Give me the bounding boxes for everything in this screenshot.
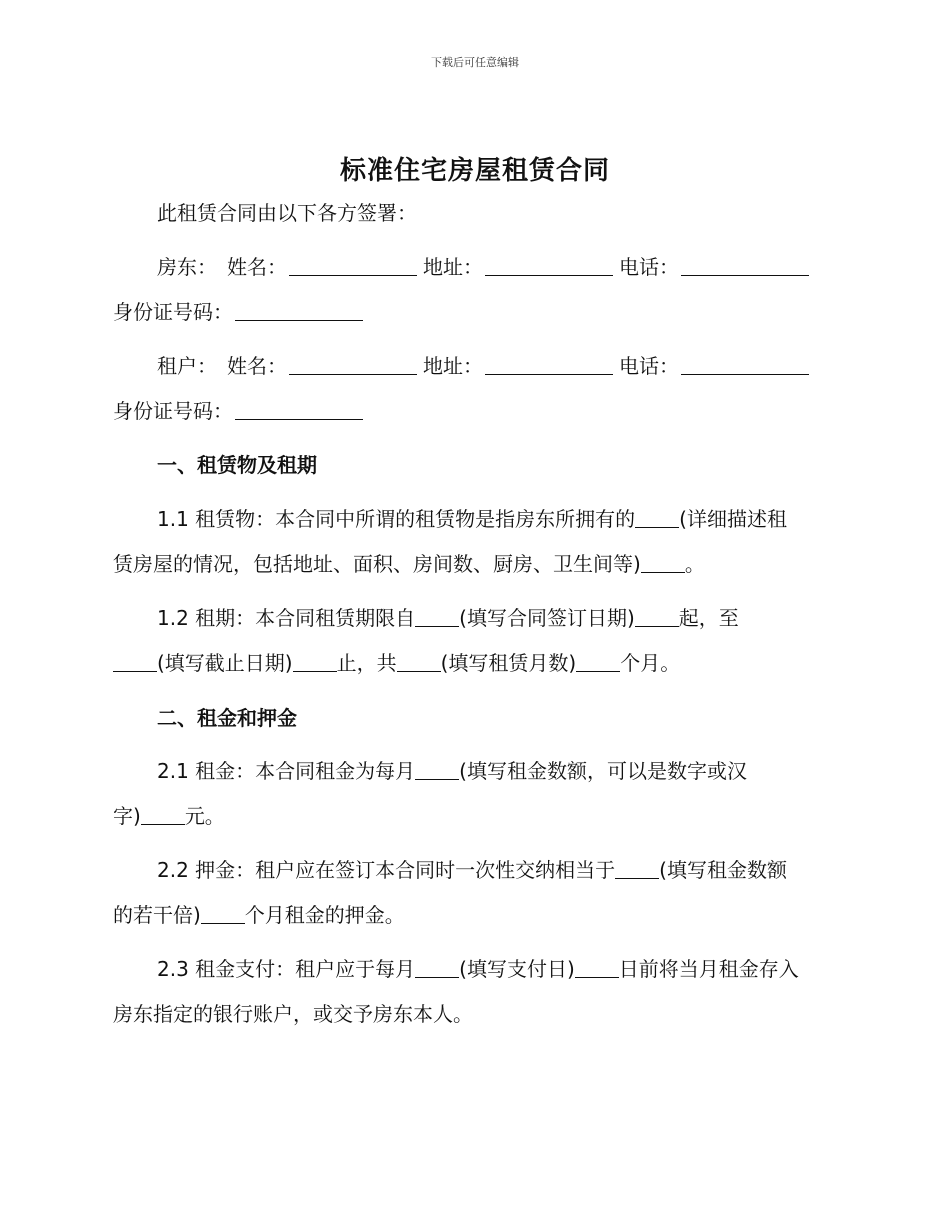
clause-2-1-text-c: 字): [113, 804, 141, 828]
section-2-heading: 二、租金和押金: [157, 706, 297, 730]
clause-1-2-blank-4[interactable]: [293, 651, 337, 672]
clause-1-2-blank-5[interactable]: [397, 651, 441, 672]
clause-2-3-text-c: 日前将当月租金存入: [618, 957, 799, 981]
tenant-address-label: 地址：: [423, 354, 483, 378]
clause-2-2-line-1: [157, 856, 887, 884]
clause-1-2-text-a: 1.2 租期：本合同租赁期限自: [157, 606, 416, 630]
clause-2-1-text-b: (填写租金数额，可以是数字或汉: [459, 759, 747, 783]
clause-1-2-line-2: [113, 649, 843, 677]
clause-1-1-text-a: 1.1 租赁物：本合同中所谓的租赁物是指房东所拥有的: [157, 507, 636, 531]
clause-1-1-line-2: [113, 550, 843, 578]
clause-2-3-text-a: 2.3 租金支付：租户应于每月: [157, 957, 416, 981]
landlord-id-label: 身份证号码：: [113, 300, 233, 324]
tenant-name-label: 姓名：: [227, 354, 287, 378]
clause-2-1-text-a: 2.1 租金：本合同租金为每月: [157, 759, 416, 783]
clause-2-2-blank-2[interactable]: [201, 903, 245, 924]
clause-2-2-text-b: (填写租金数额: [659, 858, 787, 882]
clause-2-2-line-2: [113, 901, 843, 929]
clause-2-3-line-2: [113, 1000, 843, 1028]
landlord-label: 房东：: [157, 255, 217, 279]
clause-2-2-blank-1[interactable]: [615, 858, 659, 879]
clause-1-2-text-f: (填写租赁月数): [440, 651, 577, 675]
document-title: 标准住宅房屋租赁合同: [339, 156, 610, 186]
clause-2-2-text-a: 2.2 押金：租户应在签订本合同时一次性交纳相当于: [157, 858, 616, 882]
landlord-line: [157, 253, 887, 281]
tenant-name-blank[interactable]: [289, 354, 417, 375]
clause-2-1-blank-1[interactable]: [415, 759, 459, 780]
clause-2-2-text-c: 的若干倍): [113, 903, 201, 927]
landlord-id-line: [113, 298, 843, 326]
clause-1-2-blank-3[interactable]: [113, 651, 157, 672]
landlord-phone-label: 电话：: [619, 255, 679, 279]
landlord-address-blank[interactable]: [485, 255, 613, 276]
tenant-line: [157, 352, 887, 380]
clause-1-1-blank-2[interactable]: [641, 552, 685, 573]
tenant-label: 租户：: [157, 354, 217, 378]
landlord-name-label: 姓名：: [227, 255, 287, 279]
clause-2-2-text-d: 个月租金的押金。: [244, 903, 405, 927]
clause-2-1-blank-2[interactable]: [141, 804, 185, 825]
intro-line: [157, 199, 887, 227]
section-1-heading: 一、租赁物及租期: [157, 453, 317, 477]
clause-1-2-text-c: 起，至: [678, 606, 739, 630]
header-note: 下载后可任意编辑: [431, 56, 519, 69]
clause-2-3-text-b: (填写支付日): [459, 957, 575, 981]
clause-1-1-line-1: [157, 505, 887, 533]
tenant-phone-label: 电话：: [619, 354, 679, 378]
clause-1-2-blank-1[interactable]: [415, 606, 459, 627]
clause-2-1-line-1: [157, 757, 887, 785]
clause-2-3-blank-1[interactable]: [415, 957, 459, 978]
clause-2-1-text-d: 元。: [184, 804, 225, 828]
landlord-name-blank[interactable]: [289, 255, 417, 276]
clause-1-2-blank-2[interactable]: [635, 606, 679, 627]
tenant-address-blank[interactable]: [485, 354, 613, 375]
landlord-address-label: 地址：: [423, 255, 483, 279]
landlord-id-blank[interactable]: [235, 300, 363, 321]
tenant-id-line: [113, 397, 843, 425]
clause-1-2-text-d: (填写截止日期): [157, 651, 293, 675]
clause-2-1-line-2: [113, 802, 843, 830]
clause-1-1-text-c: 赁房屋的情况，包括地址、面积、房间数、厨房、卫生间等): [113, 552, 641, 576]
clause-1-2-line-1: [157, 604, 887, 632]
tenant-id-blank[interactable]: [235, 399, 363, 420]
clause-1-1-text-d: 。: [684, 552, 705, 576]
clause-2-3-text-d: 房东指定的银行账户，或交予房东本人。: [113, 1002, 473, 1026]
landlord-phone-blank[interactable]: [681, 255, 809, 276]
intro-text: 此租赁合同由以下各方签署：: [157, 201, 417, 225]
clause-1-2-text-b: (填写合同签订日期): [459, 606, 635, 630]
tenant-phone-blank[interactable]: [681, 354, 809, 375]
clause-1-2-text-e: 止，共: [336, 651, 397, 675]
clause-1-2-text-g: 个月。: [620, 651, 681, 675]
tenant-id-label: 身份证号码：: [113, 399, 233, 423]
clause-1-1-text-b: (详细描述租: [679, 507, 787, 531]
clause-2-3-line-1: [157, 955, 887, 983]
clause-1-2-blank-6[interactable]: [576, 651, 620, 672]
clause-2-3-blank-2[interactable]: [575, 957, 619, 978]
clause-1-1-blank-1[interactable]: [635, 507, 679, 528]
